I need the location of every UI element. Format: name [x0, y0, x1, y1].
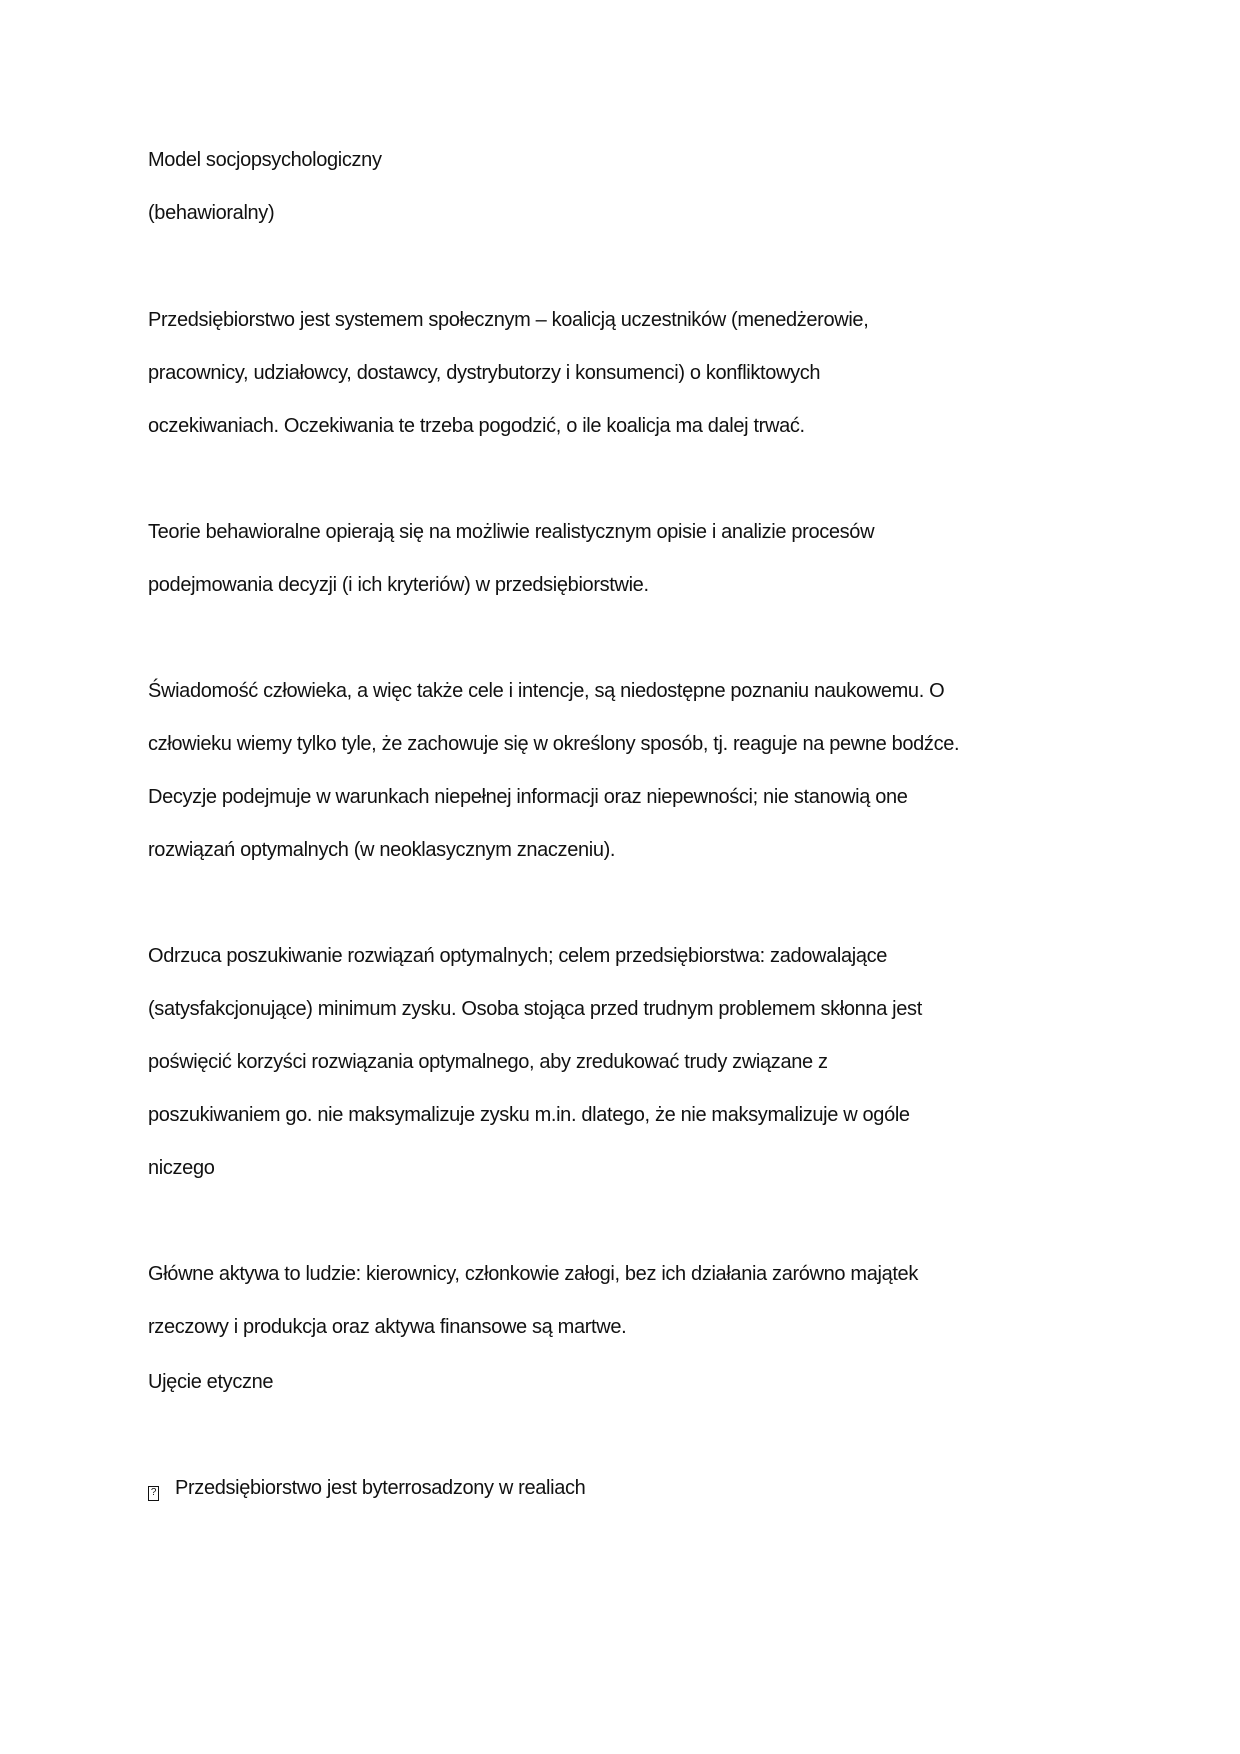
paragraph-line: podejmowania decyzji (i ich kryteriów) w przedsiębiorstwie.	[148, 574, 649, 596]
document-title: Model socjopsychologiczny	[148, 149, 382, 171]
document-subtitle: (behawioralny)	[148, 202, 275, 224]
paragraph-line: człowieku wiemy tylko tyle, że zachowuje się w określony sposób, tj. reaguje na pewne bodźce.	[148, 733, 960, 755]
paragraph-line: pracownicy, udziałowcy, dostawcy, dystrybutorzy i konsumenci) o konfliktowych	[148, 362, 821, 384]
paragraph-line: oczekiwaniach. Oczekiwania te trzeba pogodzić, o ile koalicja ma dalej trwać.	[148, 415, 805, 437]
paragraph-line: Odrzuca poszukiwanie rozwiązań optymalnych; celem przedsiębiorstwa: zadowalające	[148, 945, 888, 967]
paragraph-line: rzeczowy i produkcja oraz aktywa finansowe są martwe.	[148, 1316, 627, 1338]
paragraph-line: Teorie behawioralne opierają się na możliwie realistycznym opisie i analizie procesów	[148, 521, 875, 543]
bullet-text: Przedsiębiorstwo jest byterrosadzony w realiach	[175, 1477, 586, 1499]
section-heading: Ujęcie etyczne	[148, 1371, 274, 1393]
paragraph-line: Świadomość człowieka, a więc także cele i intencje, są niedostępne poznaniu naukowemu. O	[148, 680, 945, 702]
paragraph-line: Przedsiębiorstwo jest systemem społecznym – koalicją uczestników (menedżerowie,	[148, 309, 869, 331]
missing-glyph-icon: ?	[148, 1486, 159, 1501]
paragraph-line: poszukiwaniem go. nie maksymalizuje zysku m.in. dlatego, że nie maksymalizuje w ogóle	[148, 1104, 910, 1126]
paragraph-line: poświęcić korzyści rozwiązania optymalnego, aby zredukować trudy związane z	[148, 1051, 828, 1073]
paragraph-line: (satysfakcjonujące) minimum zysku. Osoba stojąca przed trudnym problemem skłonna jest	[148, 998, 922, 1020]
bullet-item	[148, 1476, 585, 1501]
paragraph-line: Główne aktywa to ludzie: kierownicy, członkowie załogi, bez ich działania zarówno majątek	[148, 1263, 918, 1285]
paragraph-line: niczego	[148, 1157, 215, 1179]
paragraph-line: Decyzje podejmuje w warunkach niepełnej informacji oraz niepewności; nie stanowią one	[148, 786, 908, 808]
paragraph-line: rozwiązań optymalnych (w neoklasycznym znaczeniu).	[148, 839, 616, 861]
